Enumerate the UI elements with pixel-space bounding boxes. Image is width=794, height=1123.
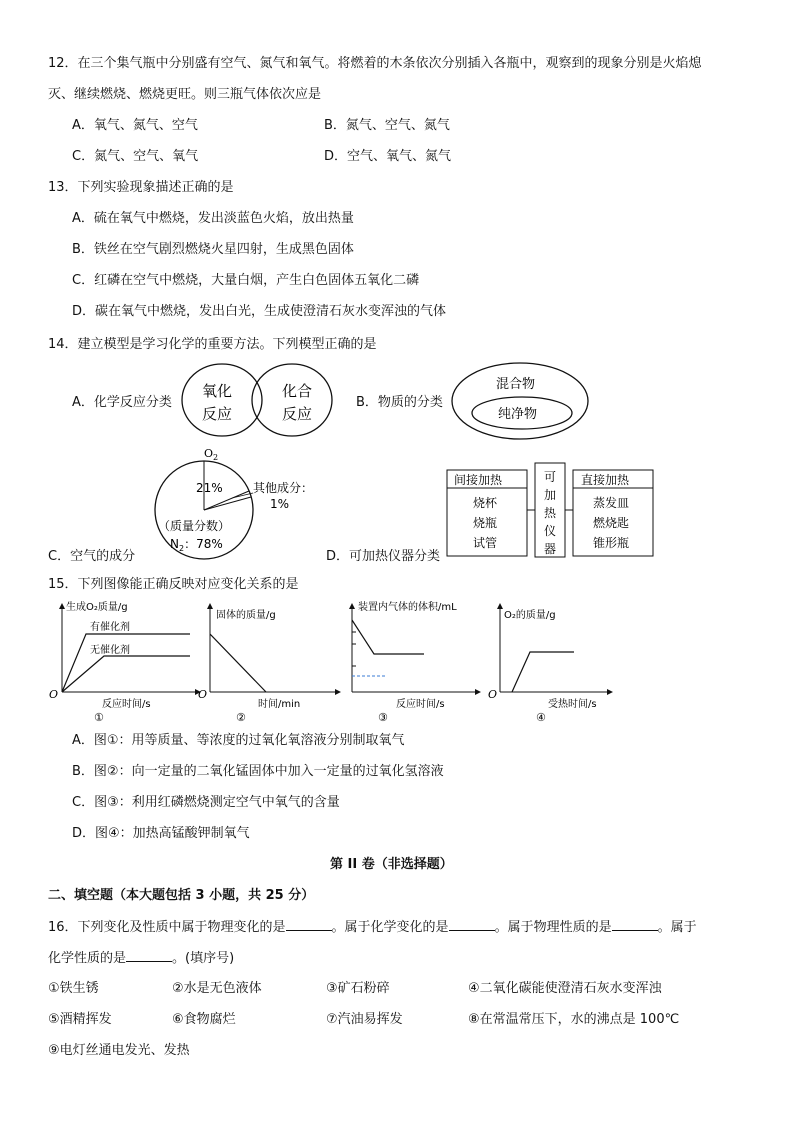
q12-option-c: C．氮气、空气、氧气 — [72, 149, 199, 164]
graph-4-ylabel: O₂的质量/g — [504, 610, 556, 621]
q15-graphs — [40, 596, 780, 726]
chemical-change-blank[interactable] — [449, 919, 495, 931]
q14-a-right-1: 化合 — [282, 382, 313, 400]
q13-option-d: D．碳在氧气中燃烧，发出白光，生成使澄清石灰水变浑浊的气体 — [72, 304, 447, 319]
section-2-title: 第 II 卷（非选择题） — [330, 857, 453, 872]
indirect-item-2: 烧瓶 — [473, 516, 498, 530]
q16-item-5: ⑤酒精挥发 — [48, 1012, 112, 1027]
direct-item-1: 蒸发皿 — [593, 496, 630, 510]
mixture-ellipse — [452, 363, 588, 439]
graph-1-no-catalyst-line — [62, 656, 190, 692]
direct-item-3: 锥形瓶 — [593, 536, 630, 550]
q16-item-7: ⑦汽油易挥发 — [326, 1012, 403, 1027]
q16-text-5: 化学性质的是 — [48, 951, 127, 966]
q16-item-6: ⑥食物腐烂 — [172, 1012, 236, 1027]
middle-char-3: 热 — [544, 506, 557, 520]
pie-21-pct: 21% — [196, 481, 223, 495]
q14-c-label: C．空气的成分 — [48, 549, 136, 564]
q12-option-a: A．氧气、氮气、空气 — [72, 118, 198, 133]
q14-d-label: D．可加热仪器分类 — [326, 549, 441, 564]
q14-a-label: A．化学反应分类 — [72, 395, 172, 410]
graph-2-xlabel: 时间/min — [258, 699, 301, 710]
q16-item-4: ④二氧化碳能使澄清石灰水变浑浊 — [468, 981, 662, 996]
graph-2-line — [210, 634, 266, 692]
pie-other-pct: 1% — [270, 497, 290, 511]
q12-stem-line1: 12．在三个集气瓶中分别盛有空气、氮气和氧气。将燃着的木条依次分别插入各瓶中，观察到的现象分别是火焰熄 — [48, 56, 702, 71]
graph-4 — [488, 604, 612, 724]
q16-item-2: ②水是无色液体 — [172, 981, 262, 996]
graph-1-ylabel: 生成O₂质量/g — [66, 602, 128, 613]
pie-o2-label: $O_2$ — [204, 448, 219, 462]
graph-1-catalyst-line — [62, 634, 190, 692]
q13-option-c: C．红磷在空气中燃烧，大量白烟，产生白色固体五氧化二磷 — [72, 273, 420, 288]
direct-title: 直接加热 — [581, 473, 630, 487]
q16-text-4: 。属于 — [657, 920, 697, 935]
q16-stem-line2 — [48, 950, 234, 967]
graph-1-number: ① — [94, 711, 104, 724]
middle-char-1: 可 — [544, 470, 557, 484]
graph-3 — [352, 600, 480, 724]
physical-change-blank[interactable] — [286, 919, 332, 931]
middle-char-2: 加 — [544, 488, 557, 502]
q16-item-9: ⑨电灯丝通电发光、发热 — [48, 1043, 190, 1058]
pie-line-other — [204, 497, 251, 510]
q15-option-d: D．图④：加热高锰酸钾制氧气 — [72, 826, 250, 841]
graph-4-origin: O — [488, 688, 498, 701]
indirect-item-3: 试管 — [473, 536, 498, 550]
combination-circle — [252, 364, 332, 436]
q16-text-2: 。属于化学变化的是 — [331, 920, 449, 935]
graph-3-ylabel: 装置内气体的体积/mL — [358, 602, 457, 613]
q12-option-b: B．氮气、空气、氮气 — [324, 118, 450, 133]
q14-d-diagram — [445, 461, 665, 561]
q13-stem: 13．下列实验现象描述正确的是 — [48, 180, 234, 195]
direct-item-2: 燃烧匙 — [593, 516, 630, 530]
pie-n2-label: $N_2$：78% — [170, 537, 223, 553]
graph-4-xlabel: 受热时间/s — [548, 699, 597, 710]
graph-1-origin: O — [49, 688, 59, 701]
q16-item-3: ③矿石粉碎 — [326, 981, 390, 996]
pie-other-label: 其他成分： — [253, 481, 314, 495]
graph-2-origin: O — [198, 688, 208, 701]
q16-item-8: ⑧在常温常压下，水的沸点是 100℃ — [468, 1012, 680, 1027]
middle-char-5: 器 — [544, 542, 557, 556]
q16-text-3: 。属于物理性质的是 — [494, 920, 612, 935]
graph-2-ylabel: 固体的质量/g — [216, 610, 276, 621]
q14-b-diagram — [450, 360, 590, 442]
graph-1-xlabel: 反应时间/s — [102, 699, 151, 710]
graph-1-catalyst-label: 有催化剂 — [90, 622, 130, 633]
q13-option-b: B．铁丝在空气剧烈燃烧火星四射，生成黑色固体 — [72, 242, 354, 257]
q16-text-1: 16．下列变化及性质中属于物理变化的是 — [48, 920, 286, 935]
indirect-title: 间接加热 — [454, 473, 503, 487]
q14-b-inner: 纯净物 — [498, 407, 538, 422]
q14-a-right-2: 反应 — [282, 405, 313, 423]
q15-option-a: A．图①：用等质量、等浓度的过氧化氧溶液分别制取氧气 — [72, 733, 405, 748]
q14-b-label: B．物质的分类 — [356, 395, 443, 410]
q15-option-b: B．图②：向一定量的二氧化锰固体中加入一定量的过氧化氢溶液 — [72, 764, 444, 779]
graph-3-number: ③ — [378, 711, 388, 724]
chemical-property-blank[interactable] — [126, 950, 172, 962]
physical-property-blank[interactable] — [612, 919, 658, 931]
graph-1 — [49, 600, 200, 724]
graph-2-number: ② — [236, 711, 246, 724]
middle-char-4: 仪 — [544, 524, 557, 538]
q12-option-d: D．空气、氧气、氮气 — [324, 149, 452, 164]
graph-3-xlabel: 反应时间/s — [396, 699, 445, 710]
pie-mass-label: （质量分数） — [158, 519, 231, 533]
q15-stem: 15．下列图像能正确反映对应变化关系的是 — [48, 577, 299, 592]
q14-a-left-1: 氧化 — [202, 382, 233, 400]
graph-4-line — [512, 652, 574, 692]
q14-b-outer: 混合物 — [496, 377, 536, 392]
oxidation-circle — [182, 364, 262, 436]
graph-4-number: ④ — [536, 711, 546, 724]
q13-option-a: A．硫在氧气中燃烧，发出淡蓝色火焰，放出热量 — [72, 211, 354, 226]
q16-stem-line1 — [48, 919, 697, 936]
indirect-item-1: 烧杯 — [473, 496, 498, 510]
graph-3-line — [352, 620, 424, 654]
part-2-heading: 二、填空题（本大题包括 3 小题，共 25 分） — [48, 888, 315, 903]
q12-stem-line2: 灭、继续燃烧、燃烧更旺。则三瓶气体依次应是 — [48, 87, 322, 102]
q15-option-c: C．图③：利用红磷燃烧测定空气中氧气的含量 — [72, 795, 340, 810]
q14-stem: 14．建立模型是学习化学的重要方法。下列模型正确的是 — [48, 337, 377, 352]
graph-1-no-catalyst-label: 无催化剂 — [90, 645, 130, 656]
q16-item-1: ①铁生锈 — [48, 981, 99, 996]
q14-a-venn-diagram — [178, 360, 338, 440]
q16-text-6: 。(填序号) — [172, 951, 235, 966]
q14-a-left-2: 反应 — [202, 405, 233, 423]
graph-2 — [198, 604, 340, 724]
q14-c-pie-chart — [140, 448, 340, 560]
